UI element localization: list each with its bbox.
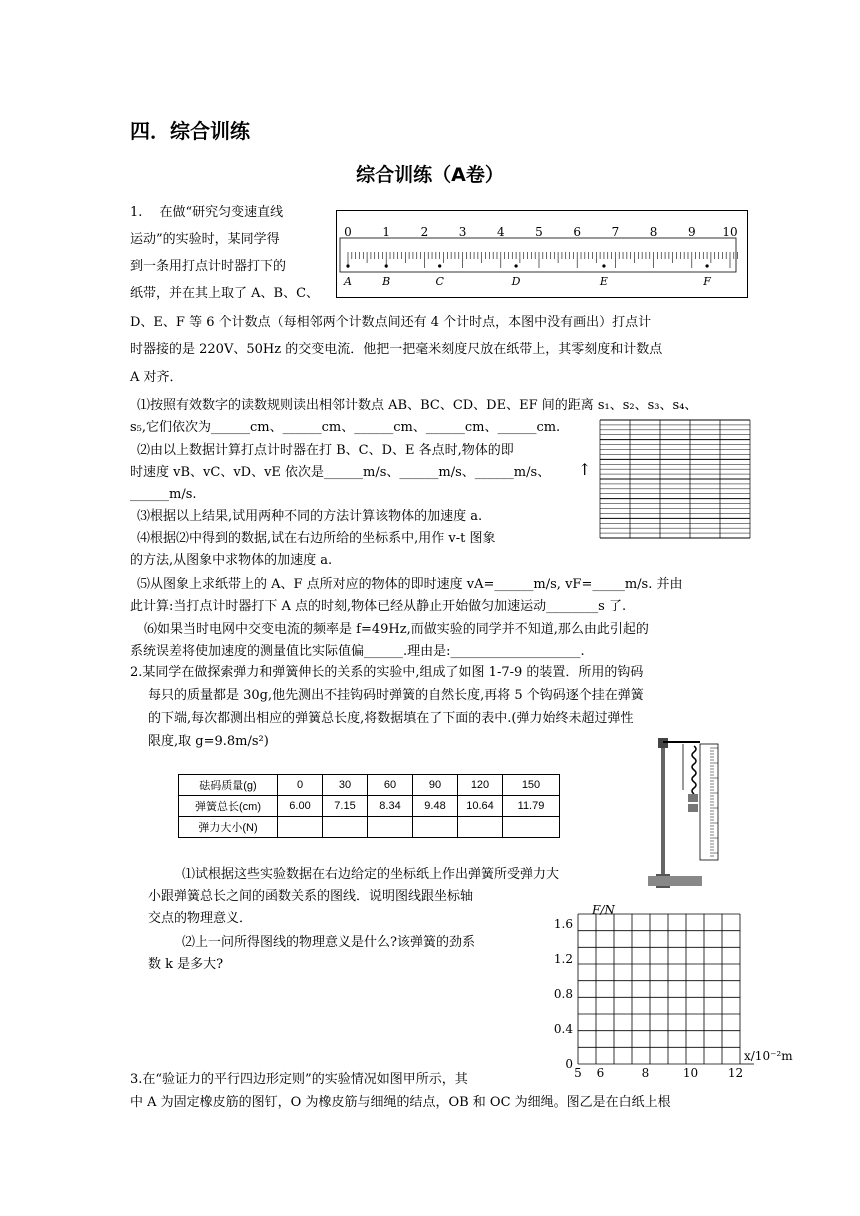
- graph-x-tick: 5: [574, 1066, 582, 1080]
- graph-x-tick: 12: [727, 1066, 744, 1080]
- tape-dot: [514, 264, 517, 267]
- section-title: 四．综合训练: [130, 119, 250, 143]
- q2-sub1-line1: ⑴试根据这些实验数据在右边给定的坐标纸上作出弹簧所受弹力大: [182, 867, 560, 882]
- tape-dot: [385, 264, 388, 267]
- table-cell: [323, 817, 368, 838]
- q1-part4-line1: ⑷根据⑵中得到的数据,试在右边所给的坐标系中,用作 v-t 图象: [137, 531, 496, 546]
- table-cell: 30: [323, 775, 368, 796]
- table-row: [179, 817, 560, 838]
- graph-x-tick: 10: [682, 1066, 699, 1080]
- q1-line-5: D、E、F 等 6 个计数点（每相邻两个计数点间还有 4 个计时点，本图中没有画出）打点计: [130, 315, 652, 330]
- table-cell: 6.00: [278, 796, 323, 817]
- point-label: C: [435, 275, 444, 288]
- force-length-graph: [548, 902, 800, 1080]
- table-cell: 120: [458, 775, 503, 796]
- q1-part4-line2: 的方法,从图象中求物体的加速度 a.: [130, 553, 333, 568]
- graph-y-tick: 0.4: [553, 1022, 573, 1036]
- ruler-number: 3: [458, 225, 467, 239]
- ruler-number: 8: [649, 225, 658, 239]
- table-cell: 7.15: [323, 796, 368, 817]
- table-cell: 150: [503, 775, 560, 796]
- ruler-number: 2: [420, 225, 429, 239]
- tape-dot: [438, 264, 441, 267]
- q2-line-2: 每只的质量都是 30g,他先测出不挂钩码时弹簧的自然长度,再将 5 个钩码逐个挂在弹簧: [148, 688, 644, 703]
- ruler-number: 10: [722, 225, 738, 239]
- q1-part6-line1: ⑹如果当时电网中交变电流的频率是 f=49Hz,而做实验的同学并不知道,那么由此引起的: [144, 622, 649, 637]
- table-cell: [413, 817, 458, 838]
- table-cell: 11.79: [503, 796, 560, 817]
- q1-line-1: 1. 在做“研究匀变速直线: [130, 205, 284, 220]
- table-cell: 0: [278, 775, 323, 796]
- vt-axis-arrow: ↑: [578, 460, 592, 479]
- point-label: A: [344, 275, 352, 288]
- table-row: [179, 775, 560, 796]
- table-cell: 8.34: [368, 796, 413, 817]
- q2-sub1-line2: 小跟弹簧总长之间的函数关系的图线．说明图线跟坐标轴: [148, 889, 474, 904]
- q1-line-2: 运动”的实验时，某同学得: [130, 232, 280, 247]
- graph-y-tick: 1.2: [553, 952, 573, 966]
- ruler-number: 1: [382, 225, 391, 239]
- point-label: F: [703, 275, 711, 288]
- q1-part2-line3: ______m/s.: [130, 487, 197, 502]
- table-cell: [458, 817, 503, 838]
- graph-y-tick: 0: [565, 1057, 573, 1071]
- tape-dot: [602, 264, 605, 267]
- q1-line-3: 到一条用打点计时器打下的: [130, 259, 287, 274]
- q1-part2-line2: 时速度 vB、vC、vD、vE 依次是______m/s、______m/s、______m/s、: [130, 465, 551, 480]
- graph-y-tick: 1.6: [553, 917, 573, 931]
- ruler-number: 9: [687, 225, 696, 239]
- table-cell: [278, 817, 323, 838]
- q2-sub2-line1: ⑵上一问所得图线的物理意义是什么?该弹簧的劲系: [182, 935, 475, 950]
- q1-line-4: 纸带，并在其上取了 A、B、C、: [130, 286, 320, 301]
- ruler-number: 0: [344, 225, 352, 239]
- q2-line-3: 的下端,每次都测出相应的弹簧总长度,将数据填在了下面的表中.(弹力始终未超过弹性: [148, 711, 634, 726]
- graph-x-tick: 8: [641, 1066, 650, 1080]
- table-cell: 弹力大小(N): [179, 817, 278, 838]
- q2-line-1: 2.某同学在做探索弹力和弹簧伸长的关系的实验中,组成了如图 1-7-9 的装置．所用的钩码: [130, 665, 644, 680]
- table-cell: [368, 817, 413, 838]
- q2-sub1-line3: 交点的物理意义．: [148, 911, 253, 926]
- point-label: E: [599, 275, 608, 288]
- table-cell: 60: [368, 775, 413, 796]
- ruler-number: 5: [535, 225, 543, 239]
- table-row: [179, 796, 560, 817]
- q1-part1-line1: ⑴按照有效数字的读数规则读出相邻计数点 AB、BC、CD、DE、EF 间的距离 s₁、s₂、s₃、s₄、: [137, 398, 698, 413]
- point-label: D: [511, 275, 521, 288]
- graph-x-label: x/10⁻²m: [744, 1049, 793, 1063]
- q3-line-1: 3.在“验证力的平行四边形定则”的实验情况如图甲所示，其: [130, 1072, 468, 1087]
- q2-line-4: 限度,取 g=9.8m/s²): [148, 734, 269, 749]
- graph-y-tick: 0.8: [553, 987, 573, 1001]
- graph-x-tick: 6: [596, 1066, 605, 1080]
- q1-part1-line2: s₅,它们依次为______cm、______cm、______cm、______cm、______cm.: [130, 420, 561, 435]
- ruler-number: 7: [611, 225, 620, 239]
- table-cell: 砝码质量(g): [179, 775, 278, 796]
- paper-title: 综合训练（A卷）: [356, 164, 504, 186]
- ruler-number: 6: [573, 225, 582, 239]
- q3-line-2: 中 A 为固定橡皮筋的图钉，O 为橡皮筋与细绳的结点，OB 和 OC 为细绳。图乙是在白纸上根: [130, 1095, 671, 1110]
- tape-dot: [346, 264, 349, 267]
- q1-part2-line1: ⑵由以上数据计算打点计时器在打 B、C、D、E 各点时,物体的即: [137, 443, 514, 458]
- ruler-number: 4: [496, 225, 505, 239]
- q1-part5-line1: ⑸从图象上求纸带上的 A、F 点所对应的物体的即时速度 vA=______m/s, vF=_____m/s. 并由: [137, 577, 683, 592]
- q1-part6-line2: 系统误差将使加速度的测量值比实际值偏______.理由是:____________________.: [130, 644, 585, 659]
- ruler-figure: [336, 210, 748, 298]
- table-cell: 弹簧总长(cm): [179, 796, 278, 817]
- vt-grid: [598, 418, 752, 540]
- q1-line-7: A 对齐．: [130, 370, 183, 385]
- table-cell: [503, 817, 560, 838]
- table-cell: 9.48: [413, 796, 458, 817]
- table-cell: 10.64: [458, 796, 503, 817]
- tape-dot: [705, 264, 708, 267]
- q1-part5-line2: 此计算:当打点计时器打下 A 点的时刻,物体已经从静止开始做匀加速运动________s 了.: [130, 599, 627, 614]
- point-label: B: [382, 275, 391, 288]
- q1-part3: ⑶根据以上结果,试用两种不同的方法计算该物体的加速度 a.: [137, 509, 483, 524]
- q1-line-6: 时器接的是 220V、50Hz 的交变电流．他把一把毫米刻度尺放在纸带上，其零刻度和计数点: [130, 342, 663, 357]
- q2-sub2-line2: 数 k 是多大?: [148, 957, 224, 972]
- data-table: [178, 774, 560, 838]
- table-cell: 90: [413, 775, 458, 796]
- graph-y-label: F/N: [592, 903, 615, 917]
- spring-apparatus: [648, 734, 722, 892]
